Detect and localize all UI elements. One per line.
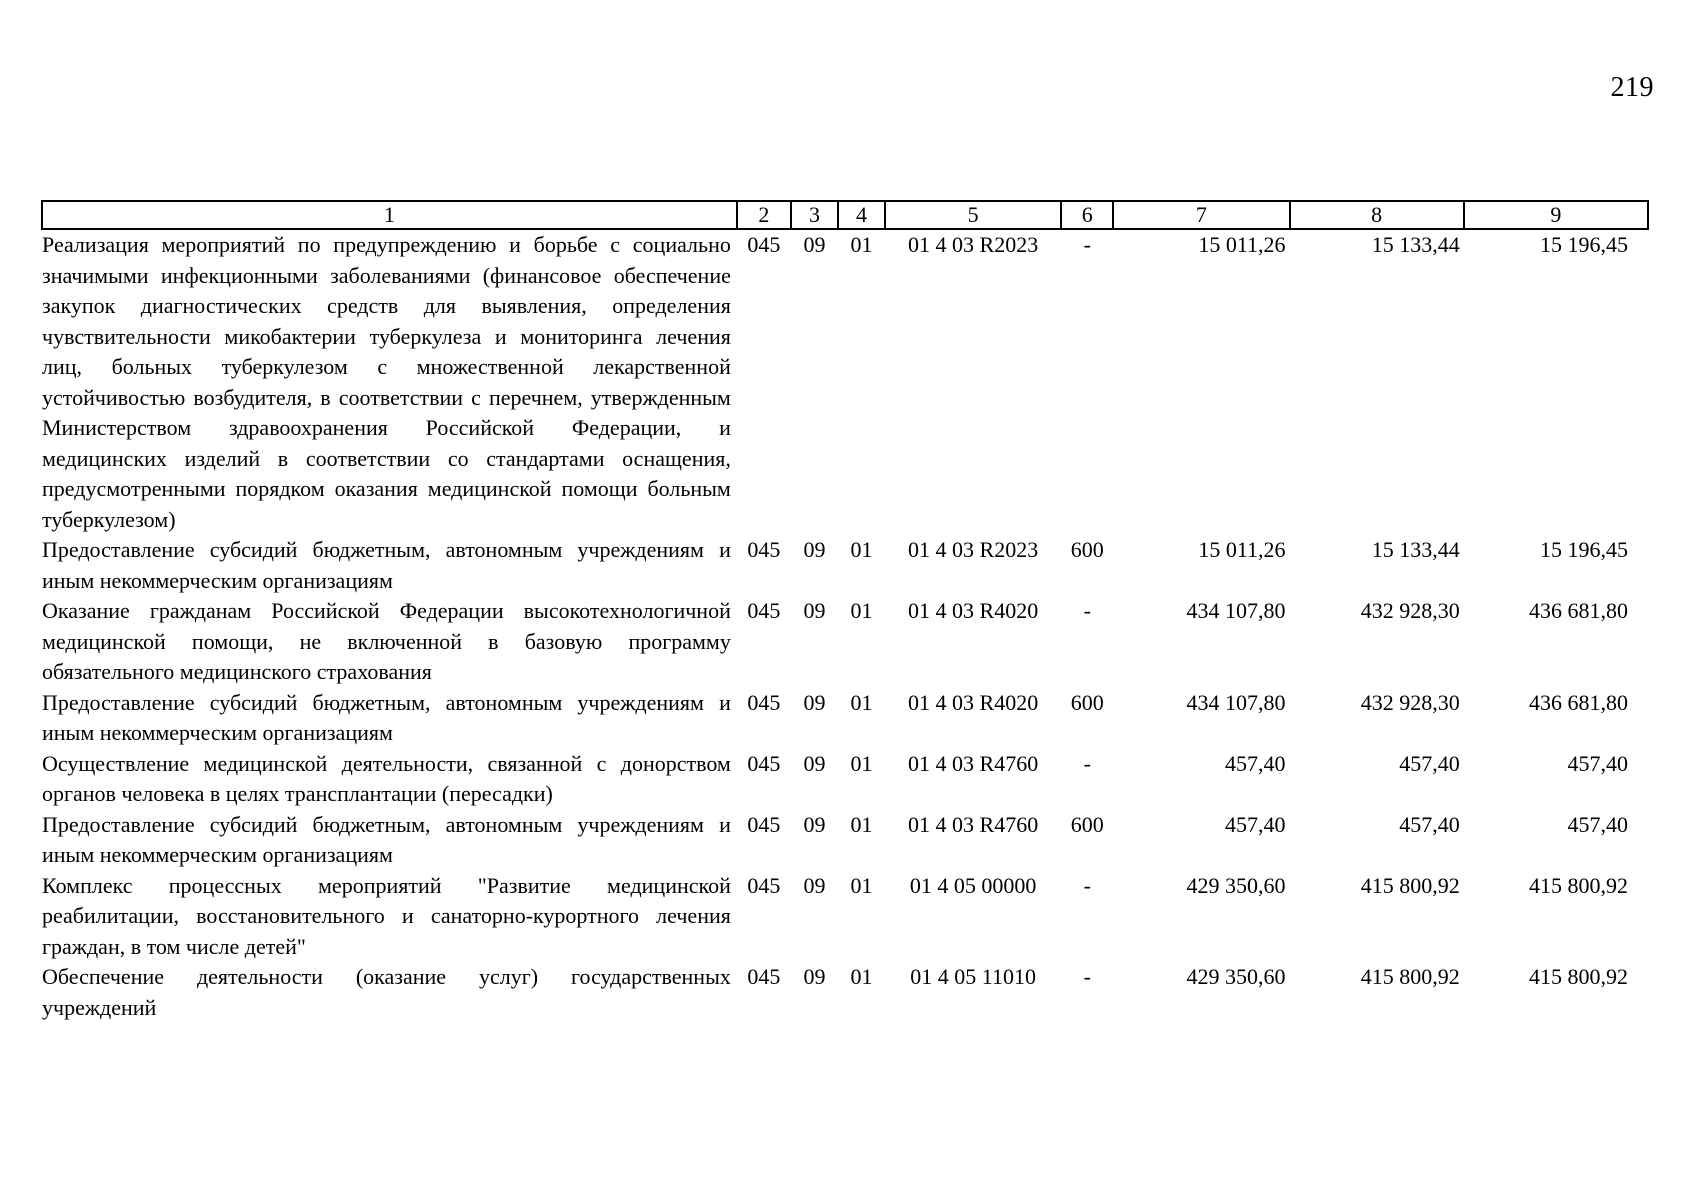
row-target-article: 01 4 05 00000: [909, 872, 1037, 898]
row-amount-year-3: 436 681,80: [1529, 689, 1628, 715]
row-amount-year-3: 436 681,80: [1529, 598, 1628, 623]
column-header-grbs: 2: [737, 201, 791, 229]
row-target-article: 01 4 03 R2023: [908, 232, 1039, 257]
row-section-code: 09: [803, 750, 826, 776]
row-amount-year-1: 434 107,80: [1186, 598, 1286, 623]
row-name: Обеспечение деятельности (оказание услуг) государственных учреждений: [42, 964, 731, 1020]
column-header-name: 1: [42, 201, 737, 229]
row-amount-year-2: 432 928,30: [1360, 598, 1460, 623]
row-subsection-code: 01: [850, 750, 873, 776]
row-expense-type: -: [1083, 598, 1091, 623]
row-grbs-code: 045: [747, 964, 781, 989]
row-amount-year-1: 15 011,26: [1198, 232, 1286, 257]
row-amount-year-3: 457,40: [1567, 750, 1628, 776]
row-subsection-code: 01: [850, 689, 873, 715]
row-amount-year-2: 457,40: [1399, 750, 1460, 776]
row-amount-year-2: 457,40: [1399, 811, 1460, 837]
table-row: [42, 810, 1648, 871]
row-grbs-code: 045: [747, 689, 781, 715]
row-amount-year-3: 15 196,45: [1540, 232, 1628, 257]
row-name: Осуществление медицинской деятельности, связанной с донорством органов человека в целях трансплантации (пересадки): [42, 750, 731, 806]
row-amount-year-2: 415 800,92: [1360, 872, 1460, 898]
row-amount-year-2: 432 928,30: [1360, 689, 1460, 715]
row-section-code: 09: [803, 689, 826, 715]
row-subsection-code: 01: [850, 872, 873, 898]
table-row: [42, 749, 1648, 810]
table-row: [42, 962, 1648, 1023]
column-header-target-article: 5: [885, 201, 1061, 229]
row-expense-type: -: [1083, 750, 1091, 776]
row-amount-year-3: 415 800,92: [1529, 872, 1628, 898]
row-section-code: 09: [803, 537, 826, 562]
row-expense-type: -: [1083, 232, 1091, 257]
table-header-row: [42, 201, 1648, 229]
row-subsection-code: 01: [850, 811, 873, 837]
row-subsection-code: 01: [850, 598, 873, 623]
row-amount-year-1: 429 350,60: [1186, 964, 1286, 989]
budget-table: [41, 200, 1649, 1023]
row-section-code: 09: [803, 811, 826, 837]
column-header-amount-year-3: 9: [1464, 201, 1648, 229]
row-target-article: 01 4 03 R4760: [908, 811, 1039, 837]
row-expense-type: -: [1083, 964, 1091, 989]
row-expense-type: 600: [1070, 811, 1104, 837]
row-target-article: 01 4 03 R2023: [908, 537, 1039, 562]
row-name: Оказание гражданам Российской Федерации высокотехнологичной медицинской помощи, не включенной в базовую программу обязательного медицинского страхования: [42, 598, 731, 684]
row-grbs-code: 045: [747, 750, 781, 776]
row-expense-type: 600: [1070, 689, 1104, 715]
row-expense-type: 600: [1070, 537, 1104, 562]
row-grbs-code: 045: [747, 232, 781, 257]
column-header-amount-year-2: 8: [1290, 201, 1464, 229]
row-section-code: 09: [803, 598, 826, 623]
row-amount-year-2: 15 133,44: [1371, 537, 1460, 562]
row-amount-year-2: 15 133,44: [1371, 232, 1460, 257]
row-amount-year-1: 457,40: [1225, 811, 1286, 837]
row-section-code: 09: [803, 232, 826, 257]
row-name: Комплекс процессных мероприятий "Развитие медицинской реабилитации, восстановительного и санаторно-курортного лечения граждан, в том числе детей": [42, 872, 731, 959]
row-target-article: 01 4 03 R4760: [908, 750, 1039, 776]
row-target-article: 01 4 03 R4020: [908, 598, 1039, 623]
row-grbs-code: 045: [747, 811, 781, 837]
row-amount-year-1: 434 107,80: [1186, 689, 1286, 715]
row-name: Реализация мероприятий по предупреждению и борьбе с социально значимыми инфекционными заболеваниями (финансовое обеспечение закупок диагностических средств для выявления, определения чувствительности микобактерии туберкулеза и мониторинга лечения лиц, больных туберкулезом с множественной лекарственной устойчивостью возбудителя, в соответствии с перечнем, утвержденным Министерством здравоохранения Российской Федерации, и медицинских изделий в соответствии со стандартами оснащения, предусмотренными порядком оказания медицинской помощи больным туберкулезом): [42, 232, 731, 532]
row-grbs-code: 045: [747, 537, 781, 562]
column-header-subsection: 4: [838, 201, 885, 229]
row-subsection-code: 01: [850, 964, 873, 989]
column-header-expense-type: 6: [1061, 201, 1113, 229]
row-target-article: 01 4 03 R4020: [908, 689, 1039, 715]
row-name: Предоставление субсидий бюджетным, автономным учреждениям и иным некоммерческим организациям: [42, 689, 731, 745]
table-row: [42, 229, 1648, 535]
row-name: Предоставление субсидий бюджетным, автономным учреждениям и иным некоммерческим организациям: [42, 537, 731, 593]
row-amount-year-3: 415 800,92: [1529, 964, 1628, 989]
column-header-amount-year-1: 7: [1113, 201, 1289, 229]
table-row: [42, 596, 1648, 688]
row-subsection-code: 01: [850, 537, 873, 562]
row-name: Предоставление субсидий бюджетным, автономным учреждениям и иным некоммерческим организациям: [42, 811, 731, 867]
column-header-section: 3: [791, 201, 838, 229]
row-amount-year-3: 15 196,45: [1540, 537, 1628, 562]
row-expense-type: -: [1083, 872, 1091, 898]
table-row: [42, 871, 1648, 963]
row-subsection-code: 01: [850, 232, 873, 257]
row-amount-year-3: 457,40: [1567, 811, 1628, 837]
row-grbs-code: 045: [747, 598, 781, 623]
row-amount-year-1: 429 350,60: [1186, 872, 1286, 898]
row-grbs-code: 045: [747, 872, 781, 898]
row-section-code: 09: [803, 964, 826, 989]
row-target-article: 01 4 05 11010: [910, 964, 1036, 989]
row-amount-year-1: 15 011,26: [1198, 537, 1286, 562]
table-row: [42, 688, 1648, 749]
row-amount-year-2: 415 800,92: [1360, 964, 1460, 989]
table-row: [42, 535, 1648, 596]
row-section-code: 09: [803, 872, 826, 898]
row-amount-year-1: 457,40: [1225, 750, 1286, 776]
page-number: 219: [1610, 72, 1654, 103]
